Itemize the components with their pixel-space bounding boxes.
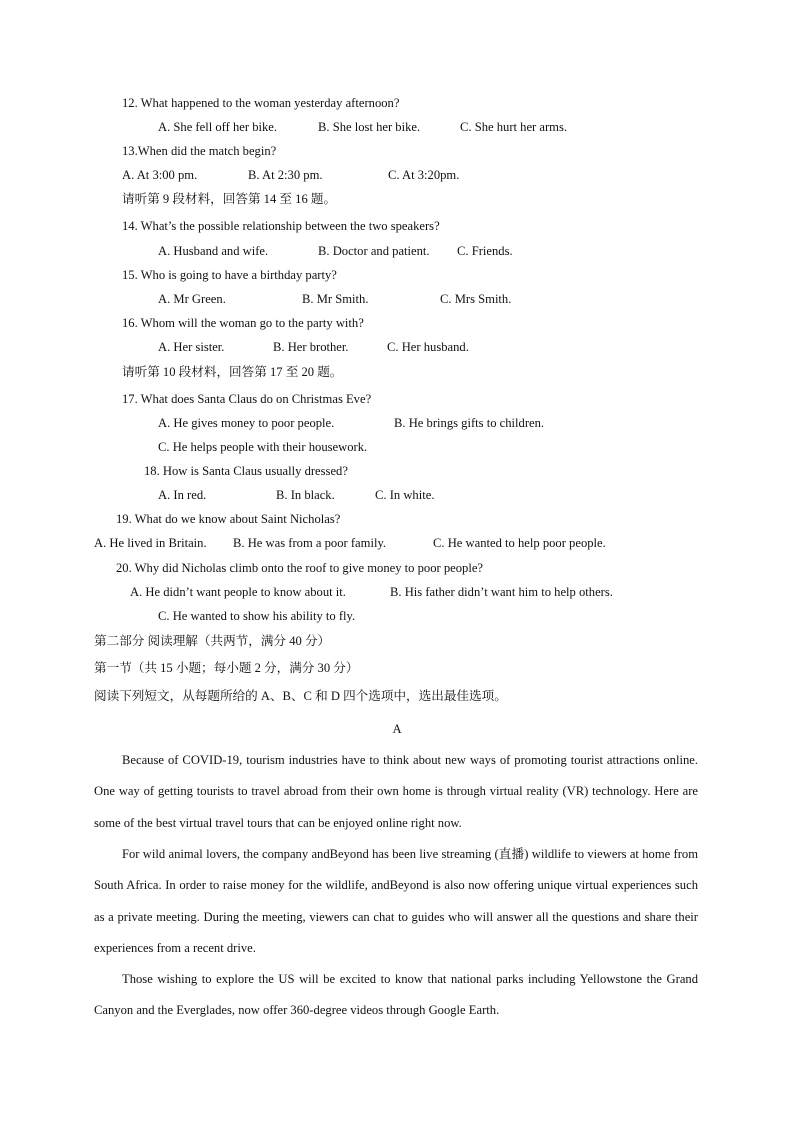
- question-12-option-a: A. She fell off her bike.: [158, 120, 278, 134]
- question-20-option-b: B. His father didn’t want him to help others.: [390, 585, 613, 599]
- question-14-option-b: B. Doctor and patient.: [318, 244, 430, 258]
- question-16-option-a: A. Her sister.: [158, 340, 225, 354]
- question-14-stem: 14. What’s the possible relationship between the two speakers?: [122, 219, 440, 233]
- question-20-stem: 20. Why did Nicholas climb onto the roof to give money to poor people?: [116, 561, 484, 575]
- paragraph-3-text: Those wishing to explore the US will be excited to know that national parks including Yellowstone the Grand Canyon and the Everglades, now offer 360-degree videos through Google Earth.: [94, 972, 698, 1018]
- question-17-stem: 17. What does Santa Claus do on Christmas Eve?: [122, 392, 372, 406]
- paragraph-2-text: For wild animal lovers, the company andBeyond has been live streaming (直播) wildlife to viewers at home from South Africa. In order to raise money for the wildlife, andBeyond is also now offering unique virtual experiences such as a private meeting. During the meeting, viewers can chat to guides who will answer all the questions and share their experiences from a recent drive.: [94, 847, 698, 956]
- question-13-option-c: C. At 3:20pm.: [388, 168, 460, 182]
- question-12-option-b: B. She lost her bike.: [318, 120, 421, 134]
- question-16-stem: 16. Whom will the woman go to the party with?: [122, 316, 364, 330]
- question-15-option-c: C. Mrs Smith.: [440, 292, 512, 306]
- section-one-title: 第一节（共 15 小题；每小题 2 分，满分 30 分）: [94, 661, 359, 675]
- question-19-option-a: A. He lived in Britain.: [94, 536, 207, 550]
- question-17-option-c: C. He helps people with their housework.: [158, 440, 368, 454]
- question-19-option-b: B. He was from a poor family.: [233, 536, 387, 550]
- question-18-option-c: C. In white.: [375, 488, 435, 502]
- question-14-option-c: C. Friends.: [457, 244, 513, 258]
- question-17-option-b: B. He brings gifts to children.: [394, 416, 545, 430]
- question-13-option-b: B. At 2:30 pm.: [248, 168, 323, 182]
- part-two-title: 第二部分 阅读理解（共两节，满分 40 分）: [94, 634, 331, 648]
- question-18-option-a: A. In red.: [158, 488, 207, 502]
- question-16-option-b: B. Her brother.: [273, 340, 349, 354]
- passage-label: A: [392, 722, 402, 736]
- question-19-stem: 19. What do we know about Saint Nicholas?: [116, 512, 341, 526]
- question-15-option-a: A. Mr Green.: [158, 292, 226, 306]
- question-17-option-a: A. He gives money to poor people.: [158, 416, 335, 430]
- question-12-option-c: C. She hurt her arms.: [460, 120, 568, 134]
- question-16-option-c: C. Her husband.: [387, 340, 469, 354]
- question-20-option-a: A. He didn’t want people to know about it.: [130, 585, 346, 599]
- question-15-option-b: B. Mr Smith.: [302, 292, 369, 306]
- reading-instruction: 阅读下列短文，从每题所给的 A、B、C 和 D 四个选项中，选出最佳选项。: [94, 689, 507, 703]
- instruction-material-10: 请听第 10 段材料，回答第 17 至 20 题。: [122, 365, 343, 379]
- passage-paragraph-3: [94, 964, 698, 1027]
- question-20-option-c: C. He wanted to show his ability to fly.: [158, 609, 356, 623]
- question-18-option-b: B. In black.: [276, 488, 335, 502]
- passage-paragraph-2: [94, 839, 698, 965]
- passage-paragraph-1: [94, 745, 698, 839]
- question-12-stem: 12. What happened to the woman yesterday afternoon?: [122, 96, 400, 110]
- question-13-option-a: A. At 3:00 pm.: [122, 168, 198, 182]
- instruction-material-9: 请听第 9 段材料，回答第 14 至 16 题。: [122, 192, 337, 206]
- question-13-stem: 13.When did the match begin?: [122, 144, 277, 158]
- paragraph-1-text: Because of COVID-19, tourism industries have to think about new ways of promoting tourist attractions online. One way of getting tourists to travel abroad from their own home is through virtual reality (VR) technology. Here are some of the best virtual travel tours that can be enjoyed online right now.: [94, 753, 698, 830]
- question-18-stem: 18. How is Santa Claus usually dressed?: [144, 464, 348, 478]
- question-15-stem: 15. Who is going to have a birthday party?: [122, 268, 337, 282]
- question-14-option-a: A. Husband and wife.: [158, 244, 269, 258]
- question-19-option-c: C. He wanted to help poor people.: [433, 536, 606, 550]
